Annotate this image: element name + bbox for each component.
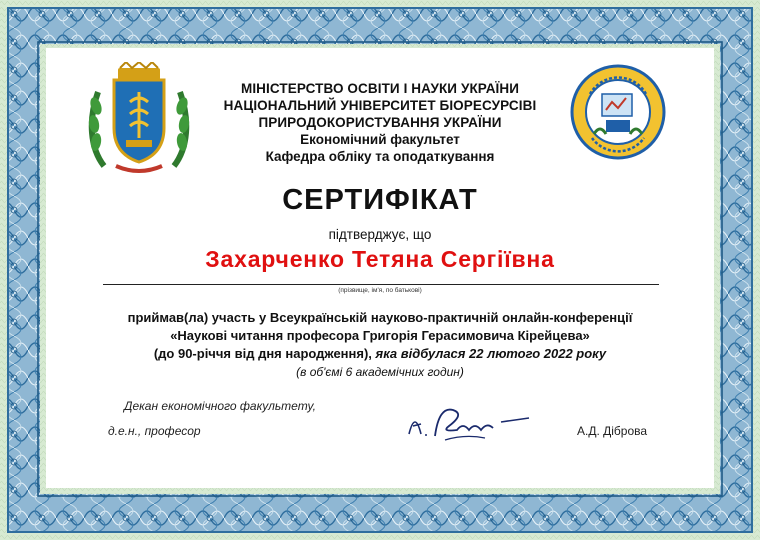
confirms-text: підтверджує, що xyxy=(328,227,432,242)
participation-line-1: приймав(ла) участь у Всеукраїнській науково-практичній онлайн-конференції xyxy=(127,310,633,325)
university-coat-of-arms-icon xyxy=(86,62,192,176)
conference-title-line: «Наукові читання професора Григорія Герасимовича Кірейцева» xyxy=(170,328,590,343)
faculty-round-seal-icon xyxy=(570,64,666,160)
ministry-line: МІНІСТЕРСТВО ОСВІТИ І НАУКИ УКРАЇНИ xyxy=(240,81,520,96)
certificate-title: СЕРТИФІКАТ xyxy=(282,184,478,216)
university-line-2: ПРИРОДОКОРИСТУВАННЯ УКРАЇНИ xyxy=(258,115,502,130)
university-line: НАЦІОНАЛЬНИЙ УНІВЕРСИТЕТ БІОРЕСУРСІВІ xyxy=(223,98,537,113)
signer-degree: д.е.н., професор xyxy=(108,424,201,438)
recipient-name: Захарченко Тетяна Сергіївна xyxy=(205,246,555,272)
handwritten-signature xyxy=(405,400,535,444)
anniversary-text: (до 90-річчя від дня народження), xyxy=(153,346,372,361)
name-underline xyxy=(103,284,659,285)
signer-name: А.Д. Діброва xyxy=(577,424,648,438)
academic-hours-line: (в об'ємі 6 академічних годин) xyxy=(296,365,464,379)
faculty-line: Економічний факультет xyxy=(300,132,460,147)
conference-date-line xyxy=(90,345,670,363)
participation-statement xyxy=(90,309,670,381)
department-line: Кафедра обліку та оподаткування xyxy=(265,149,495,164)
issuer-header xyxy=(220,80,540,165)
signer-position: Декан економічного факультету, xyxy=(124,399,316,413)
name-field-hint: (прізвище, ім'я, по батькові) xyxy=(338,287,422,294)
conference-date-text: яка відбулася 22 лютого 2022 року xyxy=(371,346,607,361)
